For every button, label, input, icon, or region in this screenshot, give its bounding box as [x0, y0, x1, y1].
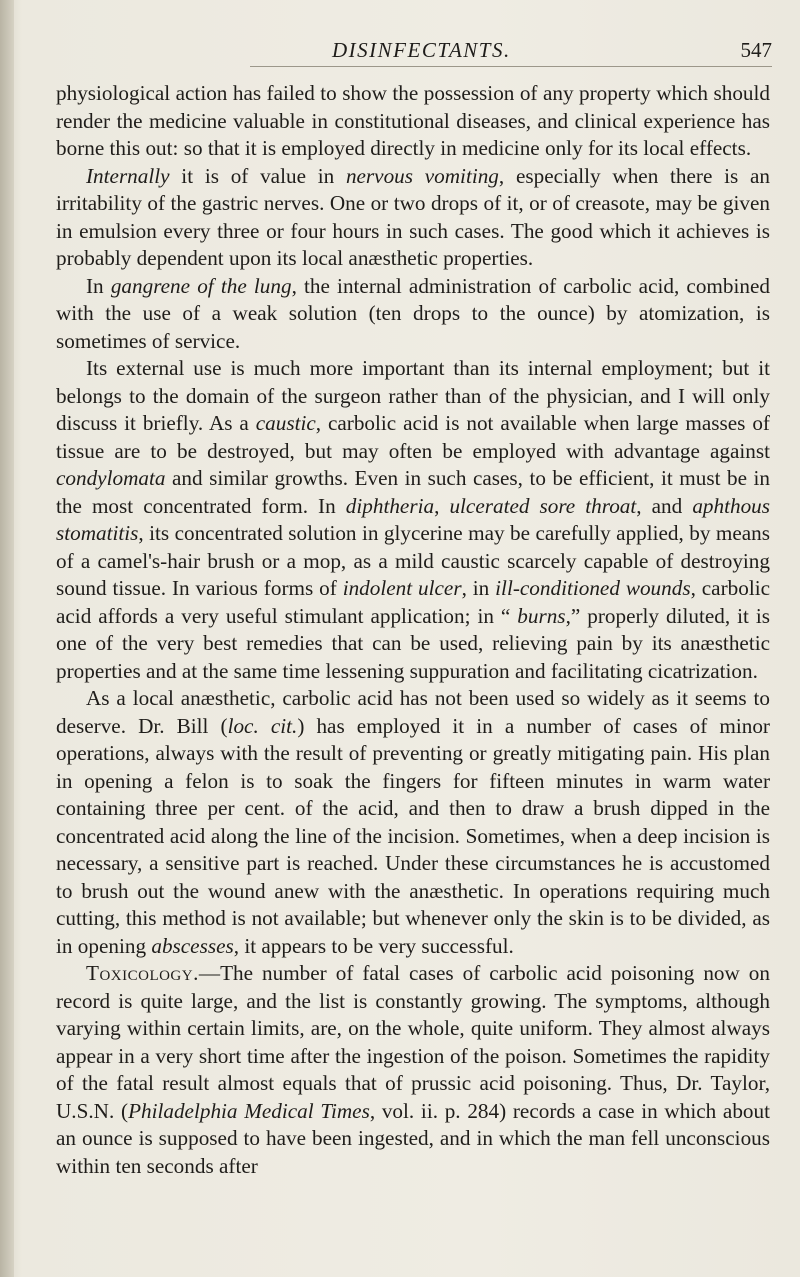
text-run: , vol. ii. p. 284) records a case in which about an ounce is supposed to have been ingested, and in which the man fell unconscious within ten seconds after [56, 1098, 771, 1178]
italic-text: Internally [86, 163, 170, 188]
header-rule [250, 66, 772, 67]
text-run: and similar growths. Even in such cases, to be efficient, it must be in the most concentrated form. In [56, 466, 770, 518]
text-run: , it appears to be very successful. [233, 933, 514, 958]
body-text [56, 80, 770, 1180]
text-run: , especially when there is an irritability of the gastric nerves. One or two drops of it, or of creasote, may be given in emulsion every three or four hours in such cases. The good which it achieves is probably dependent upon its local anæsthetic properties. [56, 163, 770, 270]
italic-text: loc. cit. [227, 713, 298, 738]
italic-text: caustic [255, 411, 316, 435]
italic-text: diphtheria [345, 493, 435, 518]
paragraph [56, 960, 770, 1180]
italic-text: abscesses [151, 933, 234, 958]
text-run: —The number of fatal cases of carbolic acid poisoning now on record is quite large, and the list is constantly growing. The symptoms, although varying within certain limits, are, on the whole, quite uniform. They almost always appear in a very short time after the ingestion of the poison. Sometimes the rapidity of the fatal result almost equals that of prussic acid poisoning. Thus, Dr. Taylor, U.S.N. ( [56, 961, 770, 1123]
paragraph [56, 80, 770, 163]
text-run: ,” properly diluted, it is one of the very best remedies that can be used, relieving pain by its anæsthetic properties and at the same time lessening suppuration and facilitating cicatrization. [56, 603, 770, 683]
text-run: , its concentrated solution in glycerine may be carefully applied, by means of a camel's-hair brush or a mop, as a mild caustic scarcely capable of destroying sound tissue. In various forms of [56, 521, 770, 600]
text-run: physiological action has failed to show the possession of any property which should render the medicine valuable in constitutional diseases, and clinical experience has borne this out: so that it is employed directly in medicine only for its local effects. [56, 81, 770, 160]
page-number: 547 [740, 38, 772, 62]
text-run: , [434, 493, 450, 518]
text-run: , carbolic acid affords a very useful stimulant application; in “ [56, 576, 771, 628]
italic-text: nervous vomiting [345, 163, 499, 188]
section-heading: Toxicology. [86, 961, 199, 985]
paragraph [56, 685, 770, 960]
text-run: it is of value in [169, 163, 346, 188]
italic-text: indolent ulcer [342, 576, 462, 600]
italic-text: condylomata [56, 466, 166, 490]
page-binding-edge [0, 0, 14, 1277]
italic-text: ulcerated sore throat [449, 493, 637, 518]
italic-text: gangrene of the lung [110, 273, 292, 298]
running-head: DISINFECTANTS. [332, 38, 511, 62]
page-header [250, 38, 772, 68]
italic-text: Philadelphia Medical Times [128, 1098, 370, 1123]
paragraph [56, 355, 770, 685]
text-run: As a local anæsthetic, carbolic acid has not been used so widely as it seems to deserve. Dr. Bill ( [56, 686, 770, 738]
text-run: In [86, 273, 111, 298]
paragraph [56, 273, 770, 356]
text-run: Its external use is much more important than its internal employment; but it belongs to the domain of the surgeon rather than of the physician, and I will only discuss it briefly. As a [56, 356, 770, 435]
italic-text: aphthous stomatitis [56, 493, 771, 545]
text-run: ) has employed it in a number of cases of minor operations, always with the result of preventing or greatly mitigating pain. His plan in opening a felon is to soak the fingers for fifteen minutes in warm water containing three per cent. of the acid, and then to draw a brush dipped in the concentrated acid along the line of the incision. Sometimes, when a deep incision is necessary, a sensitive part is reached. Under these circumstances he is accustomed to brush out the wound anew with the anæsthetic. In operations requiring much cutting, this method is not available; but whenever only the skin is to be divided, as in opening [56, 713, 770, 958]
text-run: , the internal administration of carbolic acid, combined with the use of a weak solution (ten drops to the ounce) by atomization, is sometimes of service. [56, 273, 770, 353]
paragraph [56, 163, 770, 273]
text-run: , in [461, 576, 496, 600]
italic-text: ill-conditioned wounds [495, 576, 691, 600]
text-run: , and [636, 493, 693, 518]
italic-text: burns [517, 603, 566, 628]
text-run: , carbolic acid is not available when large masses of tissue are to be destroyed, but may often be employed with advantage against [56, 411, 770, 463]
